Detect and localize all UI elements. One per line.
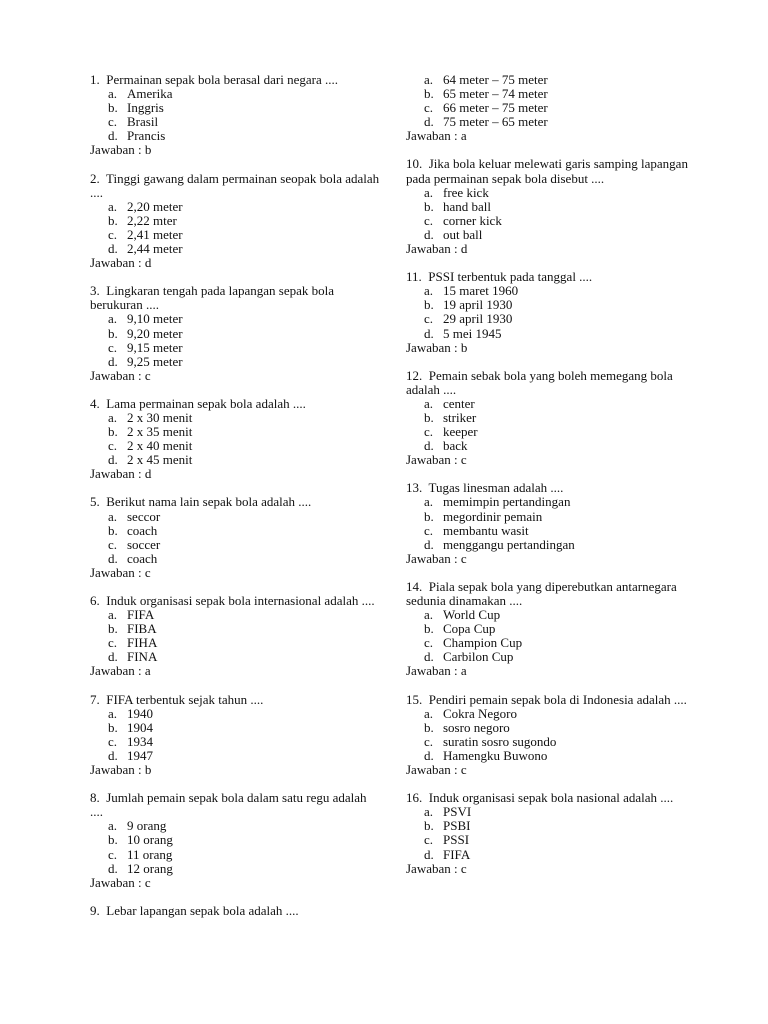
answer-key: Jawaban : a	[406, 663, 467, 679]
option-item	[406, 538, 706, 552]
option-item	[90, 524, 380, 538]
option-letter: d.	[108, 550, 118, 566]
option-text: coach	[127, 522, 158, 538]
answer-key: Jawaban : a	[406, 128, 467, 144]
option-letter: b.	[108, 621, 118, 637]
question-block	[406, 157, 706, 256]
answer-key: Jawaban : b	[90, 142, 152, 158]
option-letter: a.	[424, 607, 434, 623]
option-text: FIHA	[127, 635, 158, 651]
option-item	[90, 101, 380, 115]
option-text: 1934	[127, 733, 153, 749]
option-text: sosro negoro	[443, 719, 510, 735]
option-item	[90, 833, 380, 847]
answer-key: Jawaban : c	[90, 367, 151, 383]
option-letter: d.	[424, 649, 434, 665]
answer-key: Jawaban : c	[406, 550, 467, 566]
question-text: 2. Tinggi gawang dalam permainan seopak bola adalah ....	[90, 170, 383, 200]
option-text: FIFA	[127, 607, 155, 623]
option-item	[90, 439, 380, 453]
option-item	[406, 707, 706, 721]
question-block	[406, 481, 706, 566]
option-item	[406, 819, 706, 833]
option-letter: d.	[108, 747, 118, 763]
option-text: Carbilon Cup	[443, 649, 514, 665]
option-letter: c.	[108, 846, 118, 862]
option-text: 64 meter – 75 meter	[443, 72, 548, 87]
option-letter: d.	[424, 846, 434, 862]
option-letter: a.	[108, 818, 118, 834]
option-letter: a.	[108, 86, 118, 102]
option-text: coach	[127, 550, 158, 566]
option-text: 9 orang	[127, 818, 167, 834]
option-letter: c.	[108, 226, 118, 242]
option-item	[90, 214, 380, 228]
option-text: back	[443, 438, 468, 454]
option-letter: d.	[108, 128, 118, 144]
option-text: center	[443, 395, 475, 411]
option-item	[90, 552, 380, 566]
option-text: suratin sosro sugondo	[443, 733, 557, 749]
answer-key: Jawaban : c	[90, 564, 151, 580]
option-text: 29 april 1930	[443, 311, 513, 327]
question-text: 14. Piala sepak bola yang diperebutkan antarnegara sedunia dinamakan ....	[406, 578, 680, 608]
option-text: PSVI	[443, 804, 472, 820]
option-text: membantu wasit	[443, 522, 529, 538]
option-text: out ball	[443, 226, 483, 242]
left-column	[90, 72, 383, 932]
option-text: 9,10 meter	[127, 311, 183, 327]
answer-key: Jawaban : c	[406, 860, 467, 876]
option-letter: d.	[424, 226, 434, 242]
option-text: megordinir pemain	[443, 508, 543, 524]
option-text: Cokra Negoro	[443, 705, 518, 721]
question-block	[406, 270, 706, 355]
option-text: FIFA	[443, 846, 471, 862]
option-letter: d.	[424, 536, 434, 552]
answer-key: Jawaban : a	[90, 663, 151, 679]
option-text: Amerika	[127, 86, 173, 102]
option-text: free kick	[443, 184, 489, 200]
option-letter: c.	[424, 100, 434, 116]
option-text: 2 x 45 menit	[127, 452, 193, 468]
option-letter: d.	[424, 438, 434, 454]
option-item	[406, 439, 706, 453]
option-text: 9,25 meter	[127, 353, 183, 369]
option-text: Brasil	[127, 114, 159, 130]
option-letter: d.	[108, 241, 118, 257]
option-text: 12 orang	[127, 860, 173, 876]
option-letter: c.	[424, 311, 434, 327]
option-letter: c.	[108, 438, 118, 454]
option-letter: b.	[108, 719, 118, 735]
option-text: 9,20 meter	[127, 325, 183, 341]
option-item	[406, 228, 706, 242]
option-text: 1904	[127, 719, 153, 735]
option-item	[90, 312, 380, 326]
option-item	[406, 397, 706, 411]
option-text: FINA	[127, 649, 158, 665]
option-text: seccor	[127, 508, 161, 524]
question-text: 3. Lingkaran tengah pada lapangan sepak bola berukuran ....	[90, 283, 338, 313]
option-text: PSBI	[443, 818, 471, 834]
option-text: 5 mei 1945	[443, 325, 502, 341]
question-text: 13. Tugas linesman adalah ....	[406, 480, 564, 496]
answer-key: Jawaban : c	[90, 874, 151, 890]
option-text: 1947	[127, 747, 153, 763]
option-item	[406, 186, 706, 200]
answer-key: Jawaban : c	[406, 762, 467, 778]
option-item	[406, 848, 706, 862]
option-text: 2 x 35 menit	[127, 424, 193, 440]
option-item	[406, 524, 706, 538]
question-text: 11. PSSI terbentuk pada tanggal ....	[406, 269, 593, 285]
option-item	[406, 495, 706, 509]
question-text: 10. Jika bola keluar melewati garis samping lapangan pada permainan sepak bola disebut ....	[406, 156, 692, 186]
question-block	[90, 791, 380, 890]
option-letter: a.	[108, 198, 118, 214]
option-letter: b.	[108, 212, 118, 228]
option-item	[90, 425, 380, 439]
option-letter: d.	[108, 452, 118, 468]
option-item	[406, 115, 706, 129]
option-text: 2,44 meter	[127, 241, 183, 257]
option-item	[406, 327, 706, 341]
question-continuation	[406, 73, 706, 143]
option-letter: b.	[424, 508, 434, 524]
option-item	[406, 650, 706, 664]
option-text: 1940	[127, 705, 153, 721]
option-letter: c.	[424, 733, 434, 749]
question-text: 8. Jumlah pemain sepak bola dalam satu regu adalah ....	[90, 790, 370, 820]
question-text: 12. Pemain sebak bola yang boleh memegang bola adalah ....	[406, 367, 677, 397]
option-item	[90, 411, 380, 425]
option-text: keeper	[443, 424, 478, 440]
option-letter: c.	[424, 635, 434, 651]
option-item	[406, 312, 706, 326]
option-item	[406, 622, 706, 636]
option-letter: c.	[424, 212, 434, 228]
option-letter: c.	[108, 635, 118, 651]
option-text: 10 orang	[127, 832, 173, 848]
option-item	[90, 749, 380, 763]
option-item	[90, 228, 380, 242]
option-text: 9,15 meter	[127, 339, 183, 355]
answer-key: Jawaban : b	[90, 762, 152, 778]
option-text: 19 april 1930	[443, 297, 513, 313]
option-item	[406, 73, 706, 87]
option-letter: b.	[424, 409, 434, 425]
option-letter: d.	[108, 649, 118, 665]
option-letter: c.	[108, 733, 118, 749]
option-item	[406, 87, 706, 101]
option-letter: b.	[108, 325, 118, 341]
option-text: World Cup	[443, 607, 501, 623]
option-letter: c.	[424, 424, 434, 440]
question-block	[90, 495, 380, 580]
option-text: striker	[443, 409, 477, 425]
option-text: 2 x 40 menit	[127, 438, 193, 454]
option-item	[406, 510, 706, 524]
option-letter: c.	[108, 114, 118, 130]
option-letter: a.	[108, 311, 118, 327]
option-letter: d.	[108, 860, 118, 876]
question-block	[90, 904, 380, 918]
question-block	[406, 580, 706, 679]
option-letter: b.	[108, 100, 118, 116]
option-item	[90, 510, 380, 524]
option-letter: a.	[108, 508, 118, 524]
option-item	[90, 327, 380, 341]
option-text: 11 orang	[127, 846, 173, 862]
option-item	[90, 848, 380, 862]
option-item	[90, 608, 380, 622]
option-text: Champion Cup	[443, 635, 523, 651]
question-block	[406, 693, 706, 778]
option-item	[406, 411, 706, 425]
option-text: Hamengku Buwono	[443, 747, 548, 763]
option-item	[406, 833, 706, 847]
option-letter: a.	[424, 804, 434, 820]
option-item	[406, 298, 706, 312]
option-letter: c.	[108, 536, 118, 552]
option-letter: b.	[108, 424, 118, 440]
option-letter: b.	[424, 621, 434, 637]
option-letter: a.	[424, 494, 434, 510]
option-text: 2 x 30 menit	[127, 409, 193, 425]
option-text: soccer	[127, 536, 161, 552]
option-item	[406, 608, 706, 622]
option-text: hand ball	[443, 198, 492, 214]
option-item	[406, 200, 706, 214]
option-item	[406, 425, 706, 439]
question-text: 4. Lama permainan sepak bola adalah ....	[90, 395, 306, 411]
option-letter: d.	[424, 747, 434, 763]
question-block	[90, 594, 380, 679]
option-item	[406, 284, 706, 298]
right-column	[406, 73, 706, 890]
option-text: memimpin pertandingan	[443, 494, 571, 510]
option-item	[90, 819, 380, 833]
option-letter: b.	[108, 832, 118, 848]
answer-key: Jawaban : c	[406, 452, 467, 468]
option-letter: b.	[424, 198, 434, 214]
option-item	[406, 749, 706, 763]
question-text: 9. Lebar lapangan sepak bola adalah ....	[90, 902, 299, 918]
option-letter: d.	[108, 353, 118, 369]
option-item	[90, 650, 380, 664]
option-text: 15 maret 1960	[443, 283, 519, 299]
option-text: corner kick	[443, 212, 502, 228]
option-text: Inggris	[127, 100, 164, 116]
option-item	[90, 735, 380, 749]
option-text: FIBA	[127, 621, 157, 637]
answer-key: Jawaban : d	[90, 466, 152, 482]
option-letter: b.	[424, 719, 434, 735]
option-letter: a.	[424, 72, 434, 87]
option-item	[90, 453, 380, 467]
option-letter: a.	[424, 283, 434, 299]
answer-key: Jawaban : d	[90, 255, 152, 271]
option-item	[90, 87, 380, 101]
option-item	[90, 862, 380, 876]
option-text: 2,41 meter	[127, 226, 183, 242]
option-text: 2,20 meter	[127, 198, 183, 214]
question-block	[90, 693, 380, 778]
option-letter: a.	[424, 705, 434, 721]
option-item	[90, 341, 380, 355]
option-item	[90, 200, 380, 214]
option-text: menggangu pertandingan	[443, 536, 575, 552]
option-text: 2,22 mter	[127, 212, 177, 228]
option-text: 75 meter – 65 meter	[443, 114, 548, 130]
option-letter: a.	[424, 184, 434, 200]
option-letter: b.	[108, 522, 118, 538]
answer-key: Jawaban : b	[406, 339, 468, 355]
option-item	[406, 721, 706, 735]
question-block	[90, 73, 380, 158]
option-item	[90, 636, 380, 650]
option-item	[90, 707, 380, 721]
option-text: Copa Cup	[443, 621, 496, 637]
question-block	[406, 791, 706, 876]
option-text: PSSI	[443, 832, 470, 848]
option-letter: a.	[424, 395, 434, 411]
option-item	[90, 538, 380, 552]
option-letter: c.	[424, 832, 434, 848]
question-block	[90, 397, 380, 482]
option-item	[90, 622, 380, 636]
option-text: 66 meter – 75 meter	[443, 100, 548, 116]
option-letter: b.	[424, 818, 434, 834]
option-item	[406, 101, 706, 115]
option-letter: a.	[108, 607, 118, 623]
option-item	[406, 735, 706, 749]
question-text: 5. Berikut nama lain sepak bola adalah ....	[90, 494, 312, 510]
option-letter: a.	[108, 705, 118, 721]
option-item	[406, 214, 706, 228]
question-text: 7. FIFA terbentuk sejak tahun ....	[90, 691, 264, 707]
option-item	[406, 636, 706, 650]
question-text: 1. Permainan sepak bola berasal dari negara ....	[90, 72, 338, 87]
option-item	[90, 355, 380, 369]
option-letter: d.	[424, 114, 434, 130]
question-block	[90, 170, 383, 271]
option-item	[90, 721, 380, 735]
question-text: 6. Induk organisasi sepak bola internasional adalah ....	[90, 593, 375, 608]
question-block	[406, 369, 706, 468]
question-block	[90, 284, 380, 383]
option-text: Prancis	[127, 128, 166, 144]
option-item	[90, 129, 380, 143]
option-letter: c.	[108, 339, 118, 355]
option-item	[90, 242, 380, 256]
question-text: 15. Pendiri pemain sepak bola di Indonesia adalah ....	[406, 691, 687, 707]
option-item	[90, 115, 380, 129]
answer-key: Jawaban : d	[406, 241, 468, 257]
option-letter: b.	[424, 297, 434, 313]
option-letter: b.	[424, 86, 434, 102]
option-letter: d.	[424, 325, 434, 341]
option-letter: c.	[424, 522, 434, 538]
option-text: 65 meter – 74 meter	[443, 86, 548, 102]
option-letter: a.	[108, 409, 118, 425]
option-item	[406, 805, 706, 819]
question-text: 16. Induk organisasi sepak bola nasional adalah ....	[406, 790, 674, 806]
